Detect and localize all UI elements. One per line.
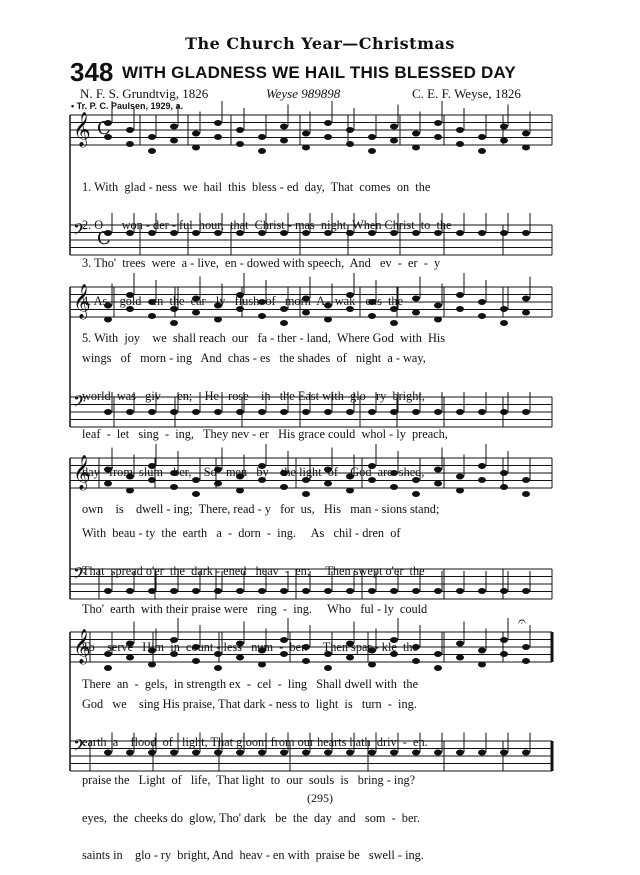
- bass-clef-icon: 𝄢: [73, 563, 86, 587]
- composer-credit: C. E. F. Weyse, 1826: [412, 86, 521, 101]
- note-head: [302, 131, 310, 137]
- translator-bullet: •: [71, 101, 77, 111]
- note-head: [126, 141, 134, 147]
- hymn-title: WITH GLADNESS WE HAIL THIS BLESSED DAY: [122, 63, 516, 82]
- treble-clef-icon: 𝄞: [73, 112, 91, 147]
- note-head: [390, 124, 398, 130]
- note-head: [346, 127, 354, 133]
- bass-clef-icon: 𝄢: [73, 735, 86, 759]
- note-head: [148, 148, 156, 154]
- translator-text: Tr. P. C. Paulsen, 1929, a.: [76, 101, 184, 111]
- lyric-line: Tho' earth with their praise were ring - ing. Who ful - ly could: [82, 601, 428, 616]
- note-head: [368, 148, 376, 154]
- note-head: [214, 120, 222, 126]
- hymn-number: 348: [70, 57, 114, 87]
- note-head: [456, 141, 464, 147]
- lyric-line: leaf - let sing - ing, They nev - er His grace could whol - ly preach,: [82, 426, 448, 441]
- note-head: [456, 127, 464, 133]
- note-head: [302, 145, 310, 151]
- bass-clef-icon: 𝄢: [73, 391, 86, 415]
- note-head: [478, 134, 486, 140]
- note-head: [280, 138, 288, 144]
- lyric-line: eyes, the cheeks do glow, Tho' dark be the day and som - ber.: [82, 810, 420, 825]
- lyric-line: 2. O won - der - ful hour, that Christ - mas night, When Christ to the: [82, 217, 452, 232]
- note-head: [324, 120, 332, 126]
- lyric-line: 5. With joy we shall reach our fa - ther - land, Where God with His: [82, 331, 446, 346]
- fermata-icon: 𝄐: [518, 614, 526, 630]
- common-time-icon: C: [97, 228, 111, 249]
- lyric-line: wings of morn - ing And chas - es the shades of night a - way,: [82, 351, 426, 366]
- note-head: [148, 134, 156, 140]
- note-head: [258, 134, 266, 140]
- common-time-icon: C: [97, 118, 111, 139]
- lyric-line: 1. With glad - ness we hail this bless - ed day, That comes on the: [82, 180, 431, 195]
- lyric-line: 4. As gold - en the ear - ly flush of morn A - wak - ens the: [82, 293, 404, 308]
- note-head: [258, 148, 266, 154]
- lyric-line: To serve Him in count - less num - ber. Then spar - kle the: [82, 639, 418, 654]
- lyrics-system-2: [82, 327, 552, 529]
- note-head: [280, 124, 288, 130]
- treble-clef-icon: 𝄞: [73, 284, 91, 319]
- lyric-line: saints in glo - ry bright, And heav - en with praise be swell - ing.: [82, 848, 424, 863]
- lyric-line: world was giv - en; He rose in the East with glo - ry bright,: [82, 388, 425, 403]
- note-head: [170, 138, 178, 144]
- note-head: [434, 134, 442, 140]
- author-credit: N. F. S. Grundtvig, 1826: [80, 86, 209, 101]
- note-head: [412, 131, 420, 137]
- note-head: [346, 141, 354, 147]
- note-head: [192, 131, 200, 137]
- tune-name: Weyse 989898: [266, 86, 341, 101]
- note-head: [236, 141, 244, 147]
- note-head: [412, 145, 420, 151]
- lyric-line: With beau - ty the earth a - dorn - ing. As chil - dren of: [82, 526, 401, 541]
- note-head: [368, 134, 376, 140]
- note-head: [214, 134, 222, 140]
- note-head: [324, 134, 332, 140]
- note-head: [522, 131, 530, 137]
- lyric-line: That spread o'er the dark - ened heav - en; Then swept o'er the: [82, 563, 425, 578]
- note-head: [236, 127, 244, 133]
- note-head: [500, 124, 508, 130]
- note-head: [126, 127, 134, 133]
- lyric-line: own is dwell - ing; There, read - y for us, His man - sions stand;: [82, 502, 440, 517]
- lyric-line: earth a flood of light, That gloom from our hearts hath driv - en.: [82, 734, 428, 749]
- bass-clef-icon: 𝄢: [73, 219, 86, 243]
- section-title: The Church Year—Christmas: [185, 34, 455, 53]
- lyric-line: 3. Tho' trees were a - live, en - dowed with speech, And ev - er - y: [82, 255, 441, 270]
- note-head: [434, 120, 442, 126]
- note-head: [192, 145, 200, 151]
- note-head: [390, 138, 398, 144]
- note-head: [478, 148, 486, 154]
- lyric-line: There an - gels, in strength ex - cel - ling Shall dwell with the: [82, 677, 419, 692]
- note-head: [522, 145, 530, 151]
- lyric-line: God we sing His praise, That dark - ness to light is turn - ing.: [82, 697, 417, 712]
- note-head: [500, 138, 508, 144]
- note-head: [170, 124, 178, 130]
- lyric-line: praise the Light of life, That light to our souls is bring - ing?: [82, 772, 416, 787]
- page-number: (295): [307, 791, 333, 805]
- lyric-line: day from slum - ber, So men by the light of God are shed,: [82, 464, 425, 479]
- treble-clef-icon: 𝄞: [73, 629, 91, 664]
- lyrics-system-4: [82, 673, 552, 875]
- treble-clef-icon: 𝄞: [73, 455, 91, 490]
